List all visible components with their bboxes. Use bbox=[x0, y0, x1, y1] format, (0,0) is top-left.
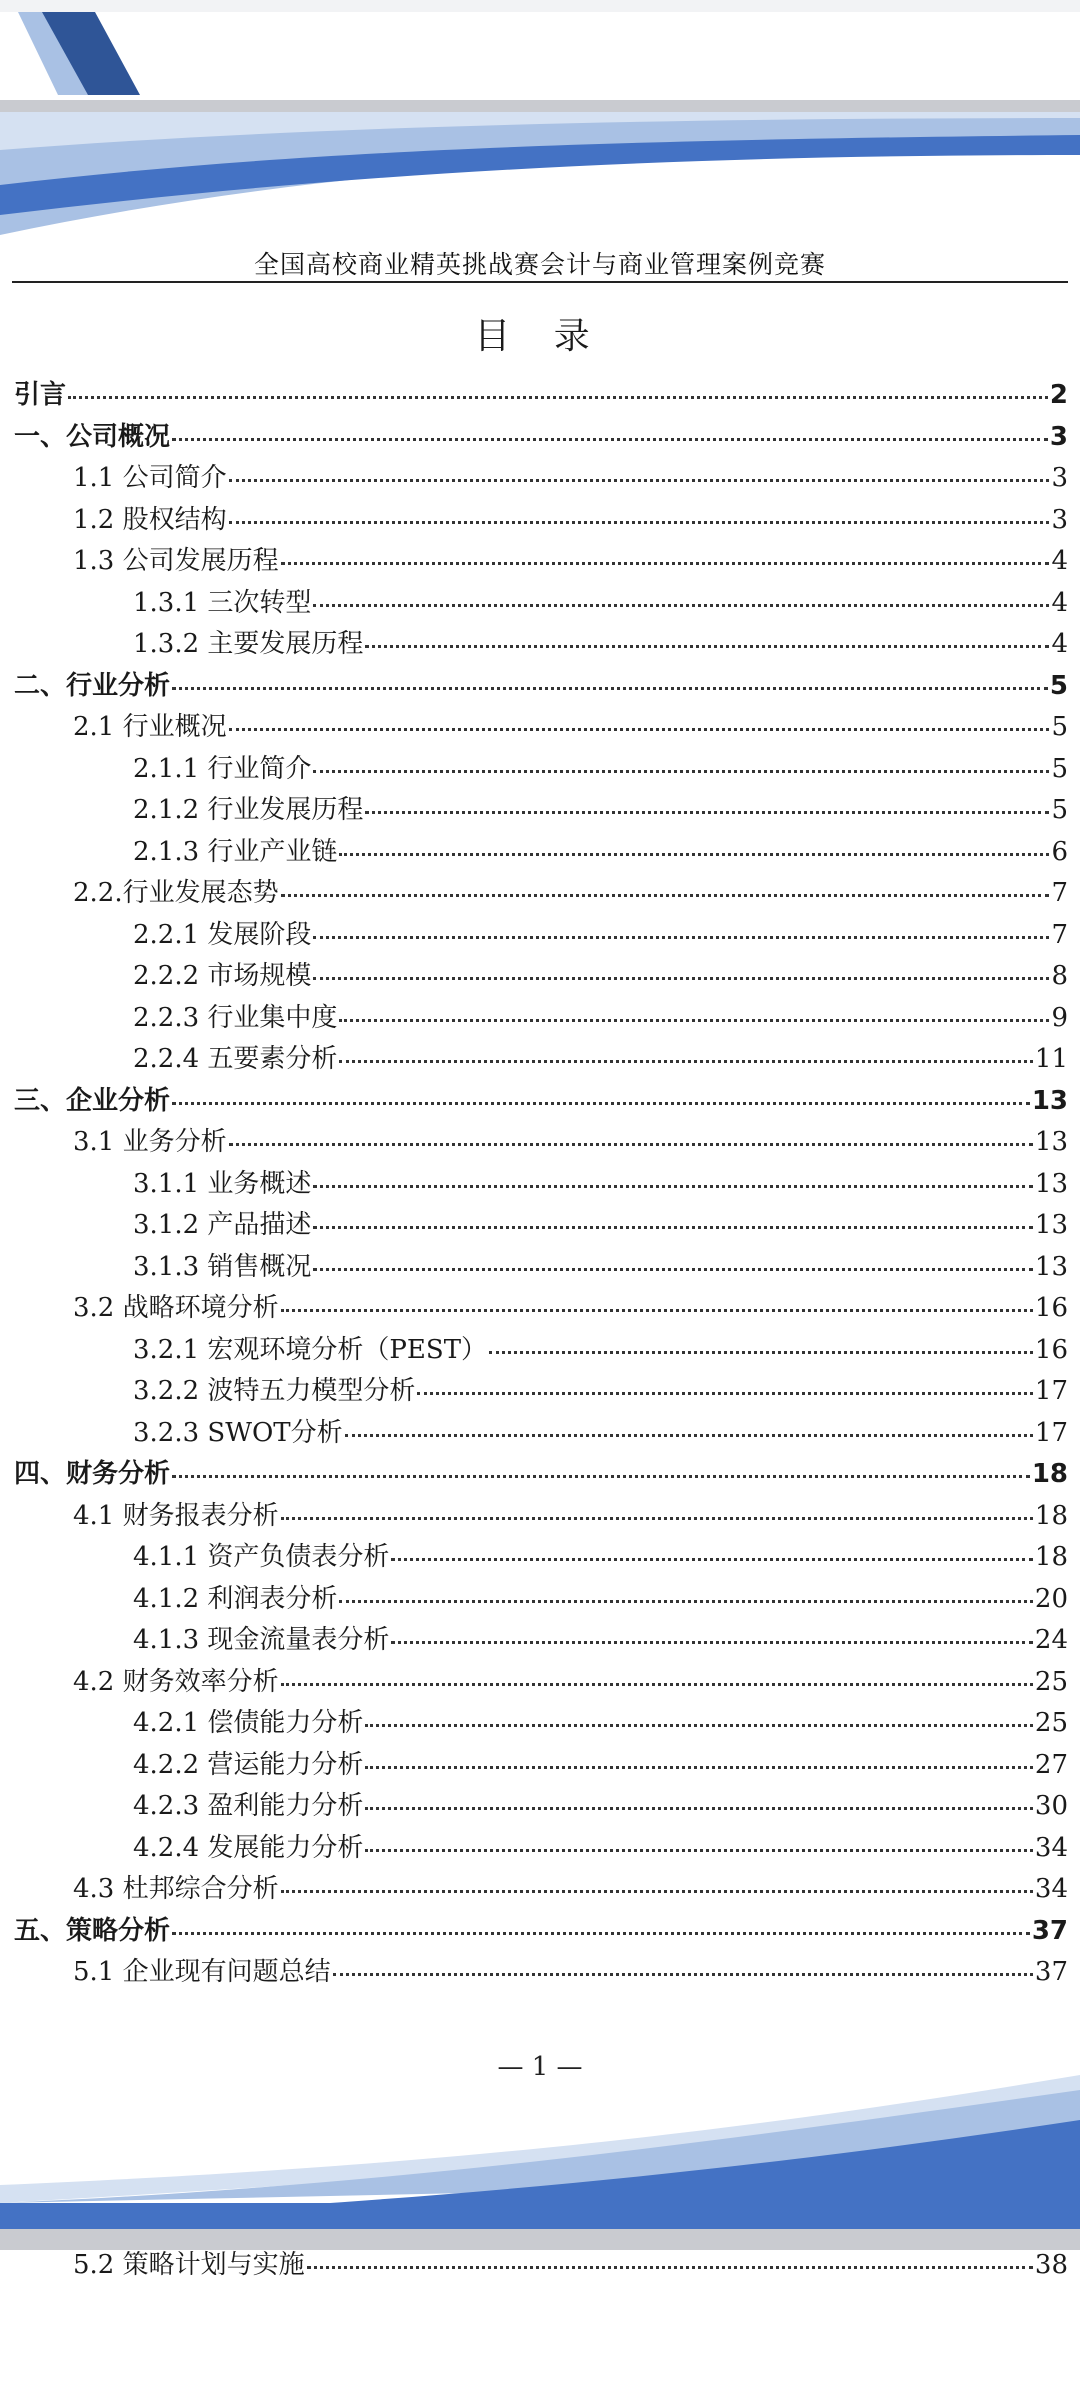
toc-leader-dots bbox=[365, 1724, 1032, 1727]
toc-entry-page: 37 bbox=[1031, 1915, 1068, 1946]
toc-leader-dots bbox=[313, 1268, 1032, 1271]
toc-leader-dots bbox=[313, 770, 1049, 773]
toc-entry-label: 3.2.1 宏观环境分析（PEST） bbox=[133, 1334, 488, 1365]
toc-entry[interactable] bbox=[0, 1745, 1080, 1787]
toc-entry[interactable] bbox=[0, 1662, 1080, 1704]
toc-leader-dots bbox=[345, 1434, 1033, 1437]
toc-entry[interactable] bbox=[0, 749, 1080, 791]
toc-entry-page: 25 bbox=[1034, 1666, 1068, 1697]
toc-entry-page: 5 bbox=[1051, 712, 1068, 742]
toc-entry[interactable] bbox=[0, 1413, 1080, 1455]
toc-entry[interactable] bbox=[0, 500, 1080, 542]
toc-entry[interactable] bbox=[0, 1371, 1080, 1413]
toc-entry-page: 4 bbox=[1051, 546, 1068, 576]
toc-entry-label: 1.3.1 三次转型 bbox=[133, 587, 312, 618]
toc-entry[interactable] bbox=[0, 1579, 1080, 1621]
toc-entry-page: 5 bbox=[1049, 670, 1068, 701]
toc-entry-label: 2.2.4 五要素分析 bbox=[133, 1044, 338, 1074]
toc-entry[interactable] bbox=[0, 998, 1080, 1040]
toc-entry-label: 2.1.3 行业产业链 bbox=[133, 836, 338, 867]
toc-entry-label: 4.1.3 现金流量表分析 bbox=[133, 1625, 390, 1655]
toc-entry-label: 1.3.2 主要发展历程 bbox=[133, 629, 364, 659]
toc-entry-label: 4.2 财务效率分析 bbox=[73, 1666, 279, 1697]
toc-entry-label: 二、行业分析 bbox=[14, 670, 171, 701]
toc-leader-dots bbox=[313, 936, 1049, 939]
table-of-contents bbox=[0, 375, 1080, 1994]
toc-entry-page: 3 bbox=[1049, 421, 1068, 452]
document-header-title: 全国高校商业精英挑战赛会计与商业管理案例竞赛 bbox=[253, 250, 826, 279]
toc-entry-label: 五、策略分析 bbox=[14, 1915, 171, 1946]
toc-entry-page: 11 bbox=[1034, 1044, 1068, 1074]
toc-leader-dots bbox=[307, 2266, 1033, 2269]
toc-entry-label: 3.1.1 业务概述 bbox=[133, 1168, 312, 1199]
toc-entry-label: 2.2.1 发展阶段 bbox=[133, 919, 312, 950]
toc-entry-label: 3.1 业务分析 bbox=[73, 1127, 227, 1157]
toc-entry-page: 16 bbox=[1034, 1293, 1068, 1323]
toc-leader-dots bbox=[313, 604, 1049, 607]
toc-entry-page: 9 bbox=[1051, 1002, 1068, 1033]
toc-entry[interactable] bbox=[0, 707, 1080, 749]
toc-entry-page: 20 bbox=[1034, 1583, 1068, 1614]
toc-entry-page: 2 bbox=[1049, 380, 1068, 410]
toc-entry[interactable] bbox=[0, 583, 1080, 625]
toc-entry[interactable] bbox=[0, 458, 1080, 500]
toc-leader-dots bbox=[281, 894, 1050, 897]
toc-leader-dots bbox=[172, 438, 1048, 441]
toc-entry-label: 4.2.3 盈利能力分析 bbox=[133, 1791, 364, 1821]
toc-entry[interactable] bbox=[0, 417, 1080, 459]
toc-leader-dots bbox=[172, 1475, 1030, 1478]
toc-entry-page: 37 bbox=[1034, 1957, 1068, 1987]
toc-leader-dots bbox=[281, 1309, 1033, 1312]
footer-decoration bbox=[0, 2075, 1080, 2250]
toc-entry-label: 引言 bbox=[14, 380, 67, 410]
toc-leader-dots bbox=[172, 1932, 1030, 1935]
toc-entry-page: 4 bbox=[1051, 587, 1068, 618]
toc-entry-label: 2.1 行业概况 bbox=[73, 712, 227, 742]
toc-entry-page: 13 bbox=[1034, 1210, 1068, 1240]
toc-entry[interactable] bbox=[0, 1247, 1080, 1289]
toc-entry-label: 4.2.4 发展能力分析 bbox=[133, 1832, 364, 1863]
toc-entry-label: 1.1 公司简介 bbox=[73, 463, 227, 493]
toc-entry-label: 2.1.1 行业简介 bbox=[133, 753, 312, 784]
toc-entry[interactable] bbox=[0, 375, 1080, 417]
toc-entry-label: 2.2.行业发展态势 bbox=[73, 878, 279, 908]
toc-entry[interactable] bbox=[0, 790, 1080, 832]
header-rule bbox=[12, 281, 1068, 283]
toc-entry-page: 5 bbox=[1051, 795, 1068, 825]
toc-entry-page: 34 bbox=[1034, 1832, 1068, 1863]
toc-leader-dots bbox=[365, 1766, 1032, 1769]
toc-entry-page: 34 bbox=[1034, 1874, 1068, 1904]
toc-entry[interactable] bbox=[0, 1039, 1080, 1081]
toc-leader-dots bbox=[313, 1185, 1032, 1188]
toc-entry-page: 18 bbox=[1031, 1459, 1068, 1489]
toc-entry-label: 4.2.1 偿债能力分析 bbox=[133, 1708, 364, 1738]
toc-leader-dots bbox=[391, 1641, 1032, 1644]
header-decoration bbox=[0, 0, 1080, 260]
toc-entry-label: 3.2.2 波特五力模型分析 bbox=[133, 1376, 416, 1406]
toc-entry-label: 4.2.2 营运能力分析 bbox=[133, 1749, 364, 1780]
toc-entry-label: 2.2.2 市场规模 bbox=[133, 961, 312, 991]
toc-entry-page: 18 bbox=[1034, 1500, 1068, 1531]
toc-leader-dots bbox=[391, 1558, 1032, 1561]
toc-entry-page: 8 bbox=[1051, 961, 1068, 991]
toc-entry[interactable] bbox=[0, 1828, 1080, 1870]
toc-entry[interactable] bbox=[0, 915, 1080, 957]
toc-leader-dots bbox=[229, 479, 1050, 482]
toc-entry[interactable] bbox=[0, 666, 1080, 708]
toc-entry[interactable] bbox=[0, 1205, 1080, 1247]
toc-leader-dots bbox=[365, 1807, 1032, 1810]
toc-leader-dots bbox=[365, 1849, 1032, 1852]
toc-entry-label: 5.1 企业现有问题总结 bbox=[73, 1957, 331, 1987]
toc-leader-dots bbox=[68, 396, 1048, 399]
toc-entry-label: 2.1.2 行业发展历程 bbox=[133, 795, 364, 825]
toc-leader-dots bbox=[313, 1226, 1032, 1229]
toc-entry-label: 2.2.3 行业集中度 bbox=[133, 1002, 338, 1033]
toc-entry[interactable] bbox=[0, 956, 1080, 998]
toc-entry-page: 17 bbox=[1034, 1417, 1068, 1448]
toc-entry[interactable] bbox=[0, 1288, 1080, 1330]
toc-leader-dots bbox=[365, 811, 1049, 814]
toc-entry-label: 三、企业分析 bbox=[14, 1085, 171, 1116]
toc-entry-page: 5 bbox=[1051, 753, 1068, 784]
toc-leader-dots bbox=[339, 853, 1049, 856]
toc-leader-dots bbox=[333, 1973, 1033, 1976]
toc-leader-dots bbox=[229, 1143, 1033, 1146]
toc-entry-label: 3.1.2 产品描述 bbox=[133, 1210, 312, 1240]
toc-leader-dots bbox=[172, 687, 1048, 690]
toc-entry[interactable] bbox=[0, 1330, 1080, 1372]
toc-leader-dots bbox=[339, 1060, 1032, 1063]
toc-entry-label: 四、财务分析 bbox=[14, 1459, 171, 1489]
toc-entry[interactable] bbox=[0, 1703, 1080, 1745]
toc-entry-label: 4.3 杜邦综合分析 bbox=[73, 1874, 279, 1904]
toc-entry-page: 13 bbox=[1034, 1168, 1068, 1199]
toc-entry-label: 1.3 公司发展历程 bbox=[73, 546, 279, 576]
toc-leader-dots bbox=[281, 562, 1050, 565]
toc-entry-label: 3.1.3 销售概况 bbox=[133, 1251, 312, 1282]
toc-entry-label: 1.2 股权结构 bbox=[73, 504, 227, 535]
toc-entry-label: 4.1.2 利润表分析 bbox=[133, 1583, 338, 1614]
toc-entry-page: 38 bbox=[1034, 2250, 1068, 2280]
toc-entry-label: 3.2.3 SWOT分析 bbox=[133, 1417, 343, 1448]
toc-entry[interactable] bbox=[0, 1454, 1080, 1496]
page-number: — 1 — bbox=[497, 2052, 583, 2082]
toc-entry-page: 4 bbox=[1051, 629, 1068, 659]
toc-entry-page: 6 bbox=[1051, 836, 1068, 867]
toc-entry[interactable] bbox=[0, 1911, 1080, 1953]
toc-title: 目 录 bbox=[474, 316, 606, 357]
toc-entry-page: 27 bbox=[1034, 1749, 1068, 1780]
toc-entry[interactable] bbox=[0, 1537, 1080, 1579]
toc-entry-page: 16 bbox=[1034, 1334, 1068, 1365]
toc-entry-page: 13 bbox=[1034, 1251, 1068, 1282]
toc-entry-label: 5.2 策略计划与实施 bbox=[73, 2250, 305, 2280]
toc-entry[interactable] bbox=[0, 1620, 1080, 1662]
toc-entry-page: 13 bbox=[1031, 1085, 1068, 1116]
toc-entry-page: 17 bbox=[1034, 1376, 1068, 1406]
toc-leader-dots bbox=[172, 1102, 1030, 1105]
toc-entry-page: 7 bbox=[1051, 919, 1068, 950]
toc-entry[interactable] bbox=[0, 624, 1080, 666]
toc-entry-label: 一、公司概况 bbox=[14, 421, 171, 452]
toc-entry-page: 3 bbox=[1051, 463, 1068, 493]
toc-leader-dots bbox=[417, 1392, 1032, 1395]
toc-leader-dots bbox=[489, 1351, 1033, 1354]
toc-entry[interactable] bbox=[0, 1496, 1080, 1538]
toc-leader-dots bbox=[281, 1890, 1033, 1893]
toc-entry[interactable] bbox=[0, 873, 1080, 915]
toc-entry-page: 30 bbox=[1034, 1791, 1068, 1821]
toc-entry[interactable] bbox=[0, 832, 1080, 874]
toc-leader-dots bbox=[365, 645, 1049, 648]
toc-entry-page: 25 bbox=[1034, 1708, 1068, 1738]
toc-entry[interactable] bbox=[0, 1164, 1080, 1206]
toc-leader-dots bbox=[281, 1683, 1033, 1686]
toc-entry[interactable] bbox=[0, 1952, 1080, 1994]
toc-entry-label: 4.1 财务报表分析 bbox=[73, 1500, 279, 1531]
toc-entry[interactable] bbox=[0, 1122, 1080, 1164]
toc-entry-label: 4.1.1 资产负债表分析 bbox=[133, 1542, 390, 1572]
toc-leader-dots bbox=[281, 1517, 1033, 1520]
toc-leader-dots bbox=[229, 728, 1050, 731]
toc-leader-dots bbox=[313, 977, 1049, 980]
toc-entry[interactable] bbox=[0, 1869, 1080, 1911]
toc-entry[interactable] bbox=[0, 2245, 1080, 2287]
next-page-toc bbox=[0, 2245, 1080, 2287]
toc-entry[interactable] bbox=[0, 1786, 1080, 1828]
toc-entry-page: 3 bbox=[1051, 504, 1068, 535]
toc-entry[interactable] bbox=[0, 541, 1080, 583]
toc-entry[interactable] bbox=[0, 1081, 1080, 1123]
toc-leader-dots bbox=[229, 521, 1050, 524]
toc-leader-dots bbox=[339, 1019, 1049, 1022]
toc-entry-page: 7 bbox=[1051, 878, 1068, 908]
toc-entry-page: 24 bbox=[1034, 1625, 1068, 1655]
toc-entry-page: 18 bbox=[1034, 1542, 1068, 1572]
toc-entry-label: 3.2 战略环境分析 bbox=[73, 1293, 279, 1323]
toc-entry-page: 13 bbox=[1034, 1127, 1068, 1157]
toc-leader-dots bbox=[339, 1600, 1032, 1603]
